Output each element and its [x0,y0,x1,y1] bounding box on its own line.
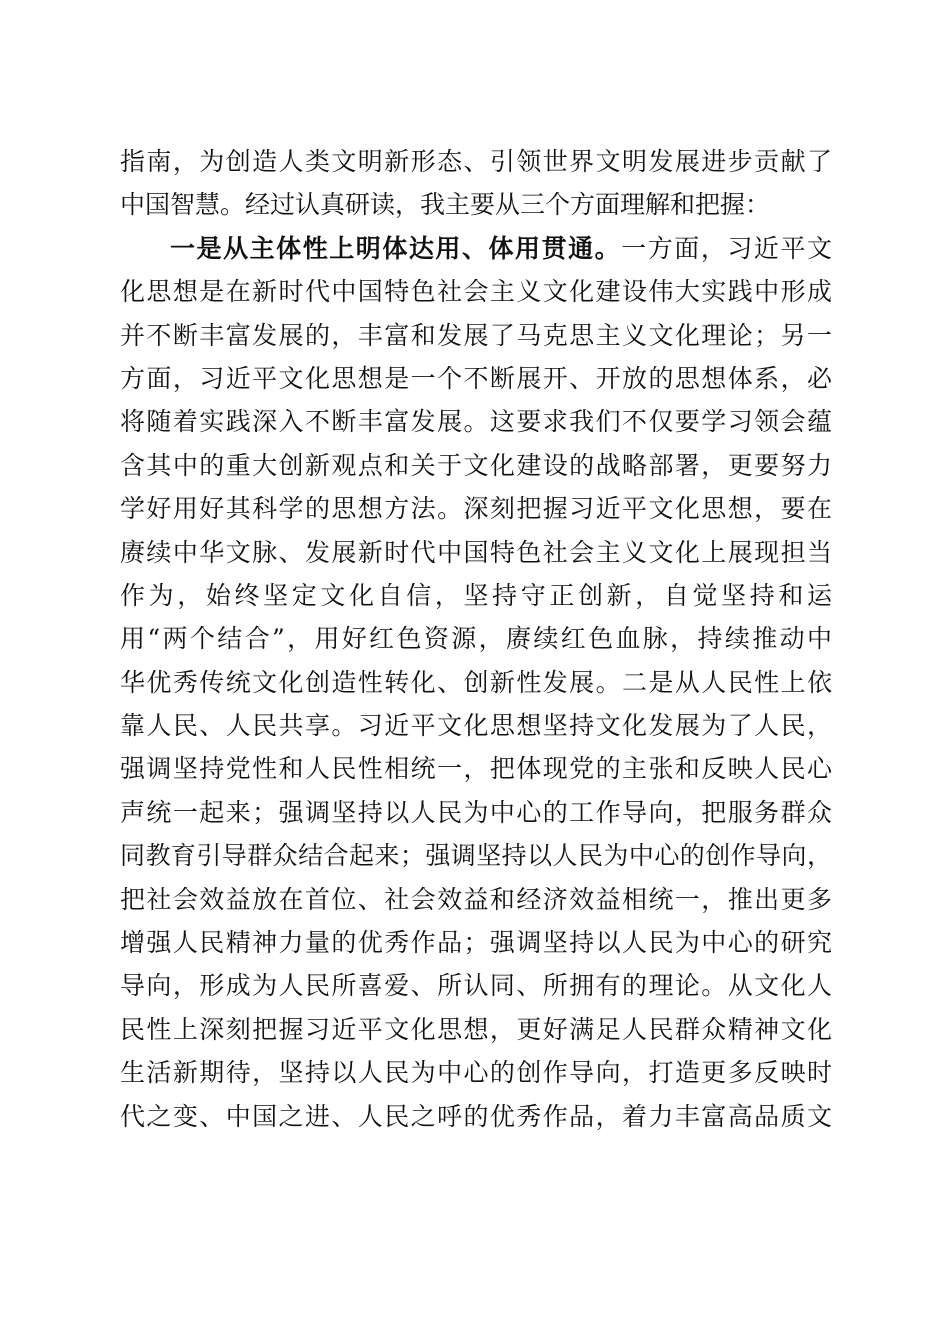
text-line-3-rest: 一方面，习近平文 [621,233,832,263]
text-line-8: 含其中的重大创新观点和关于文化建设的战略部署，更要努力 [120,450,832,480]
text-line-6: 方面，习近平文化思想是一个不断展开、开放的思想体系，必 [120,363,832,393]
text-line-21: 民性上深刻把握习近平文化思想，更好满足人民群众精神文化 [120,1014,832,1044]
text-line-18: 把社会效益放在首位、社会效益和经济效益相统一，推出更多 [120,884,832,914]
text-line-11: 作为，始终坚定文化自信，坚持守正创新，自觉坚持和运 [120,580,832,610]
text-line-9: 学好用好其科学的思想方法。深刻把握习近平文化思想，要在 [120,494,832,524]
text-line-22: 生活新期待，坚持以人民为中心的创作导向，打造更多反映时 [120,1058,832,1088]
section-heading-1: 一是从主体性上明体达用、体用贯通。 [170,233,622,263]
text-line-15: 强调坚持党性和人民性相统一，把体现党的主张和反映人民心 [120,754,832,784]
text-line-5: 并不断丰富发展的，丰富和发展了马克思主义文化理论；另一 [120,320,832,350]
text-line-4: 化思想是在新时代中国特色社会主义文化建设伟大实践中形成 [120,277,832,307]
text-line-12: 用“两个结合”，用好红色资源，赓续红色血脉，持续推动中 [120,624,832,654]
text-line-16: 声统一起来；强调坚持以人民为中心的工作导向，把服务群众 [120,797,832,827]
text-line-2: 中国智慧。经过认真研读，我主要从三个方面理解和把握： [120,190,771,220]
text-line-17: 同教育引导群众结合起来；强调坚持以人民为中心的创作导向， [120,841,832,871]
text-line-7: 将随着实践深入不断丰富发展。这要求我们不仅要学习领会蕴 [120,407,832,437]
text-line-3 [120,227,832,270]
text-line-13: 华优秀传统文化创造性转化、创新性发展。二是从人民性上依 [120,667,832,697]
body-text [120,140,832,1138]
text-line-1: 指南，为创造人类文明新形态、引领世界文明发展进步贡献了 [120,147,832,176]
text-line-20: 导向，形成为人民所喜爱、所认同、所拥有的理论。从文化人 [120,971,832,1001]
text-line-14: 靠人民、人民共享。习近平文化思想坚持文化发展为了人民， [120,711,832,741]
text-line-23: 代之变、中国之进、人民之呼的优秀作品，着力丰富高品质文 [120,1101,832,1131]
text-line-19: 增强人民精神力量的优秀作品；强调坚持以人民为中心的研究 [120,928,832,958]
text-line-10: 赓续中华文脉、发展新时代中国特色社会主义文化上展现担当 [120,537,832,567]
